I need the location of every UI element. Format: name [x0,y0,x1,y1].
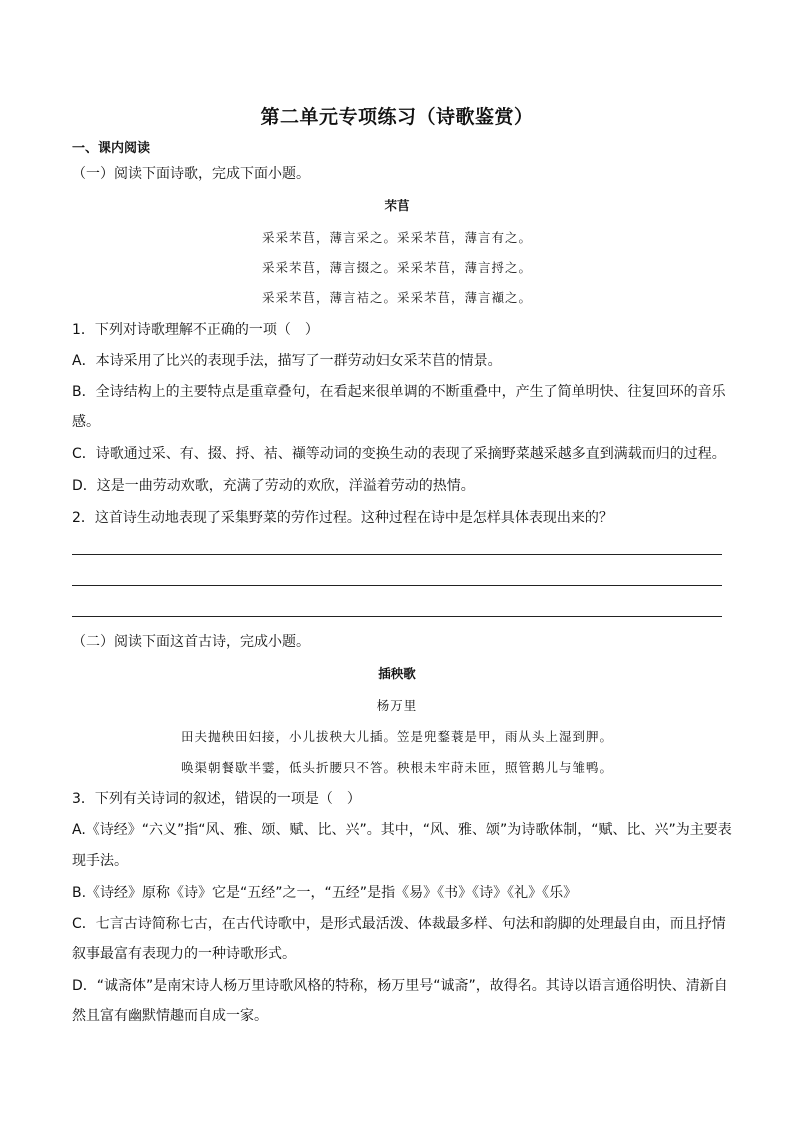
q1-option-a: A．本诗采用了比兴的表现手法，描写了一群劳动妇女采芣苢的情景。 [72,353,502,369]
question-1: 1．下列对诗歌理解不正确的一项（ ） [72,322,319,338]
section-heading: 一、课内阅读 [72,141,151,156]
question-3: 3．下列有关诗词的叙述，错误的一项是（ ） [72,791,361,807]
q3-option-a-cont: 现手法。 [72,853,128,869]
poem2-line: 田夫抛秧田妇接，小儿拔秧大儿插。笠是兜鍪蓑是甲，雨从头上湿到胛。 [180,729,613,744]
q3-option-a: A.《诗经》“六义”指“风、雅、颂、赋、比、兴”。其中，“风、雅、颂”为诗歌体制，“赋、比、兴”为主要表 [72,822,732,838]
q1-option-d: D．这是一曲劳动欢歌，充满了劳动的欢欣，洋溢着劳动的热情。 [72,478,475,494]
poem1-line: 采采芣苢，薄言掇之。采采芣苢，薄言捋之。 [261,260,532,275]
question-2: 2．这首诗生动地表现了采集野菜的劳作过程。这种过程在诗中是怎样具体表现出来的？ [72,510,613,526]
q1-option-b: B．全诗结构上的主要特点是重章叠句，在看起来很单调的不断重叠中，产生了简单明快、往复回环的音乐 [72,384,726,400]
poem1-line: 采采芣苢，薄言袺之。采采芣苢，薄言襭之。 [261,290,532,305]
q3-option-b: B.《诗经》原称《诗》它是“五经”之一，“五经”是指《易》《书》《诗》《礼》《乐》 [72,885,578,901]
q3-option-c: C．七言古诗简称七古，在古代诗歌中，是形式最活泼、体裁最多样、句法和韵脚的处理最自由，而且抒情 [72,916,726,932]
part2-intro: （二）阅读下面这首古诗，完成小题。 [72,634,310,650]
answer-line[interactable] [72,616,722,617]
answer-line[interactable] [72,585,722,586]
q3-option-d-cont: 然且富有幽默情趣而自成一家。 [72,1008,268,1024]
q1-option-c: C．诗歌通过采、有、掇、捋、袺、襭等动词的变换生动的表现了采摘野菜越采越多直到满载而归的过程。 [72,446,726,462]
page-title: 第二单元专项练习（诗歌鉴赏） [260,106,534,128]
q3-option-c-cont: 叙事最富有表现力的一种诗歌形式。 [72,946,296,962]
poem1-title: 芣苢 [384,198,410,213]
poem2-line: 唤渠朝餐歇半霎，低头折腰只不答。秧根未牢莳未匝，照管鹅儿与雏鸭。 [180,760,613,775]
poem1-line: 采采芣苢，薄言采之。采采芣苢，薄言有之。 [261,230,532,245]
answer-line[interactable] [72,554,722,555]
part1-intro: （一）阅读下面诗歌，完成下面小题。 [72,166,310,182]
poem2-title: 插秧歌 [378,666,416,681]
q3-option-d: D．“诚斋体”是南宋诗人杨万里诗歌风格的特称，杨万里号“诚斋”，故得名。其诗以语言通俗明快、清新自 [72,978,728,994]
q1-option-b-cont: 感。 [72,414,100,430]
poem2-author: 杨万里 [376,698,418,713]
